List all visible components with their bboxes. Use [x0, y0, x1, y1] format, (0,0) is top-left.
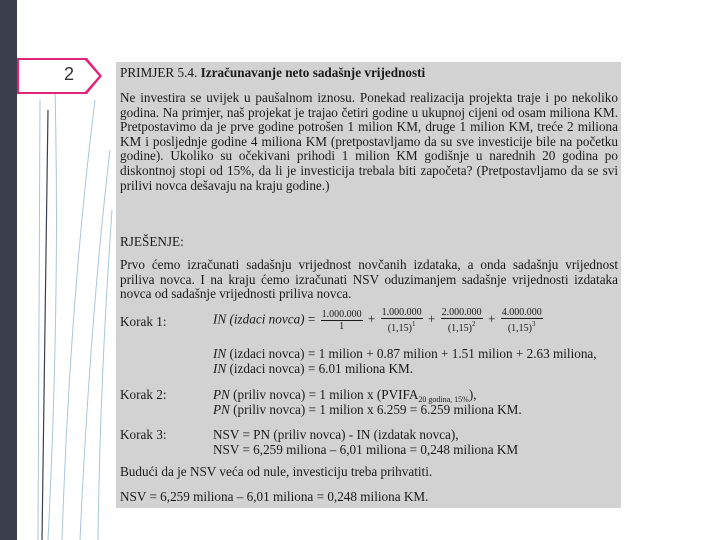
final-result: NSV = 6,259 miliona – 6,01 miliona = 0,248 miliona KM. [120, 489, 429, 504]
example-title-bold: Izračunavanje neto sadašnje vrijednosti [200, 65, 426, 80]
term-exponent: 1 [411, 320, 416, 328]
example-title-prefix: PRIMJER 5.4. [120, 65, 198, 80]
step2-line2-lhs: PN [213, 402, 230, 417]
problem-text: Ne investira se uvijek u paušalnom iznosu. Ponekad realizacija projekta traje i po nekoliko godina. Na primjer, naš projekat je trajao četiri godine u ukupnoj cijeni od osam miliona KM. Pretpostavimo da je prve godine potrošen 1 milion KM, druge 1 milion KM, treće 2 miliona KM i posljednje godine 4 miliona KM (pretpostavljamo da su sve investicije bile na početku godine). Ukoliko su očekivani prihodi 1 milion KM godišnje u narednih 20 godina po diskontnoj stopi od 15%, da li je investicija trebala biti započeta? (Pretpostavljamo da se svi prilivi novca dešavaju na kraju godine.) [120, 90, 618, 193]
plus-sign: + [427, 311, 436, 327]
term-numerator: 4.000.000 [501, 307, 542, 318]
term-numerator: 1.000.000 [381, 307, 422, 318]
step1-line2 [213, 347, 597, 362]
step3-line2: NSV = 6,259 miliona – 6,01 miliona = 0,248 miliona KM [213, 442, 519, 457]
conclusion-text: Budući da je NSV veća od nule, investiciju treba prihvatiti. [120, 464, 433, 479]
example-title [120, 66, 425, 81]
step2-line1-lhs: PN [213, 387, 230, 402]
step1-eq: = [307, 311, 316, 327]
slide-number-tab [17, 58, 102, 94]
term-base: (1,15) [387, 323, 412, 334]
step2-pvifa-subscript: 20 godina, 15% [418, 395, 469, 404]
solution-heading: RJEŠENJE: [120, 234, 184, 249]
step1-line3-lhs: IN [213, 361, 227, 376]
step2-line2-rest: (priliv novca) = 1 milion x 6.259 = 6.259 miliona KM. [233, 402, 522, 417]
term-base: (1,15) [447, 323, 472, 334]
term-exponent: 3 [532, 320, 536, 328]
example-document [116, 62, 621, 508]
term-denominator: 1 [339, 321, 345, 332]
step3-line1: NSV = PN (priliv novca) - IN (izdatak novca), [213, 427, 459, 442]
slide-number: 2 [64, 64, 75, 84]
term-numerator: 2.000.000 [441, 307, 482, 318]
step1-label: Korak 1: [120, 314, 167, 329]
step1-term-1 [321, 309, 363, 332]
step1-term-2 [381, 307, 423, 334]
step2-line1-end: ), [468, 387, 477, 402]
plus-sign: + [487, 311, 496, 327]
solution-intro: Prvo ćemo izračunati sadašnju vrijednost novčanih izdataka, a onda sadašnju vrijednost priliva novca. I na kraju ćemo izračunati NSV oduzimanjem sadašnje vrijednosti izdataka novca od sadašnje vrijednosti priliva novca. [120, 257, 618, 302]
step1-lhs: IN (izdaci novca) [213, 311, 305, 327]
step1-formula [213, 307, 545, 334]
step2-line2 [213, 403, 522, 418]
term-denominator [441, 319, 483, 334]
step3-label: Korak 3: [120, 427, 167, 442]
step1-term-3 [441, 307, 483, 334]
term-numerator: 1.000.000 [321, 309, 362, 320]
step2-label: Korak 2: [120, 387, 167, 402]
term-base: (1,15) [507, 323, 533, 334]
step1-line3-rest: (izdaci novca) = 6.01 miliona KM. [229, 361, 414, 376]
step2-line1-rest: (priliv novca) = 1 milion x (PVIFA [233, 387, 419, 402]
plus-sign: + [367, 311, 376, 327]
step1-term-4 [501, 307, 543, 334]
term-denominator [381, 319, 423, 334]
term-exponent: 2 [471, 320, 476, 328]
term-denominator [501, 319, 543, 334]
step1-line2-lhs: IN [213, 346, 227, 361]
step1-line3 [213, 362, 413, 377]
step1-line2-rest: (izdaci novca) = 1 milion + 0.87 milion + 1.51 milion + 2.63 miliona, [229, 346, 597, 361]
